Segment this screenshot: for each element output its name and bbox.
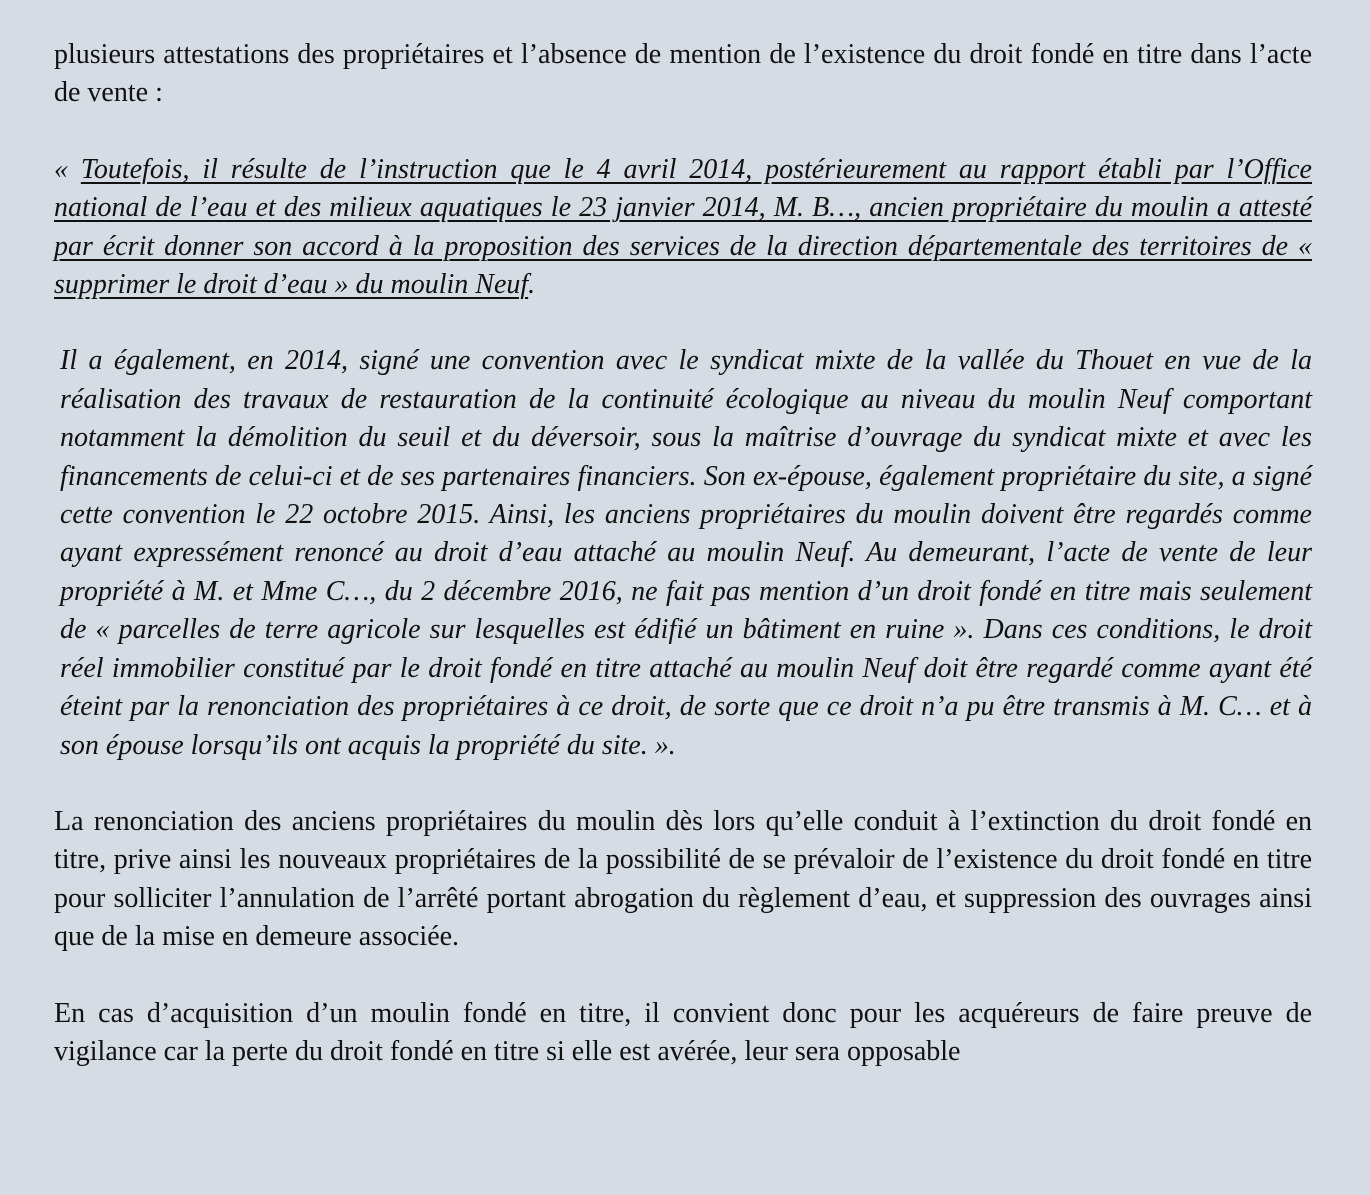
quote-paragraph-1-end: . (528, 269, 536, 301)
paragraph-conclusion: En cas d’acquisition d’un moulin fondé en titre, il convient donc pour les acquéreurs de faire preuve de vigilance car la perte du droit fondé en titre si elle est avérée, leur sera opposable (54, 997, 1312, 1067)
paragraph-renonciation: La renonciation des anciens propriétaires du moulin dès lors qu’elle conduit à l’extinction du droit fondé en titre, prive ainsi les nouveaux propriétaires de la possibilité de se prévaloir de l’existence du droit fondé en titre pour solliciter l’annulation de l’arrêté portant abrogation du règlement d’eau, et suppression des ouvrages ainsi que de la mise en demeure associée. (54, 805, 1312, 953)
underlined-quote-text: Toutefois, il résulte de l’instruction que le 4 avril 2014, postérieurement au rapport établi par l’Office national de l’eau et des milieux aquatiques le 23 janvier 2014, M. B…, ancien propriétaire du moulin a attesté par écrit donner son accord à la proposition des services de la direction départementale des territoires de « supprimer le droit d’eau » du moulin Neuf (54, 153, 1312, 301)
quote-paragraph-1 (54, 151, 1312, 305)
quote-open-mark: « (54, 153, 81, 185)
paragraph-intro: plusieurs attestations des propriétaires et l’absence de mention de l’existence du droit fondé en titre dans l’acte de vente : (54, 39, 1312, 109)
quote-paragraph-2: Il a également, en 2014, signé une convention avec le syndicat mixte de la vallée du Thouet en vue de la réalisation des travaux de restauration de la continuité écologique au niveau du moulin Neuf comportant notamment la démolition du seuil et du déversoir, sous la maîtrise d’ouvrage du syndicat mixte et avec les financements de celui-ci et de ses partenaires financiers. Son ex-épouse, également propriétaire du site, a signé cette convention le 22 octobre 2015. Ainsi, les anciens propriétaires du moulin doivent être regardés comme ayant expressément renoncé au droit d’eau attaché au moulin Neuf. Au demeurant, l’acte de vente de leur propriété à M. et Mme C…, du 2 décembre 2016, ne fait pas mention d’un droit fondé en titre mais seulement de « parcelles de terre agricole sur lesquelles est édifié un bâtiment en ruine ». Dans ces conditions, le droit réel immobilier constitué par le droit fondé en titre attaché au moulin Neuf doit être regardé comme ayant été éteint par la renonciation des propriétaires à ce droit, de sorte que ce droit n’a pu être transmis à M. C… et à son épouse lorsqu’ils ont acquis la propriété du site. ». (60, 345, 1312, 761)
